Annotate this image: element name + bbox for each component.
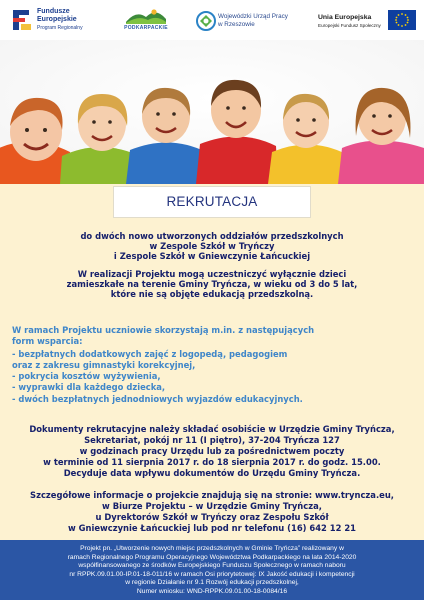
logo-strip [0,0,424,40]
wup-line1: Wojewódzki Urząd Pracy [218,13,288,20]
intro-line-3: i Zespole Szkół w Gniewczynie Łańcuckiej [113,251,311,261]
support-heading-2: form wsparcia: [12,336,83,346]
info-line-1: Szczegółowe informacje o projekcie znajdują się na stronie: www.tryncza.eu, [30,490,394,500]
fe-line2: Europejskie [37,16,77,23]
fe-line3: Program Regionalny [37,25,83,31]
documents-line-2: Sekretariat, pokój nr 11 (I piętro), 37-204 Tryńcza 127 [84,435,340,445]
wup-logo [196,8,288,34]
podkarpackie-text: PODKARPACKIE [124,25,168,31]
podkarpackie-hills-icon [126,8,166,24]
footer-line: nr RPPK.09.01.00-IP.01-18-011/16 w ramach Osi priorytetowej: IX Jakość edukacji i kompetencji [69,570,355,578]
unia-europejska-logo [318,8,418,34]
footer-line: ramach Regionalnego Programu Operacyjnego Województwa Podkarpackiego na lata 2014-2020 [67,553,357,561]
footer-line: Projekt pn. „Utworzenie nowych miejsc przedszkolnych w Gminie Tryńcza” realizowany w [80,545,344,552]
eligibility-line-3: które nie są objęte edukacją przedszkolną. [110,289,314,299]
footer-line: współfinansowanego ze środków Europejskiego Funduszu Społecznego w ramach naboru [78,562,346,569]
wup-line2: w Rzeszowie [218,21,255,28]
eu-flag-icon [388,10,416,30]
footer-line: Numer wniosku: WND-RPPK.09.01.00-18-0084/16 [136,587,288,595]
support-item: - wyprawki dla każdego dziecka, [12,382,166,392]
fundusze-europejskie-logo [12,8,107,34]
documents-line-1: Dokumenty rekrutacyjne należy składać osobiście w Urzędzie Gminy Tryńcza, [29,424,395,434]
banner-title: REKRUTACJA [166,194,258,209]
footer-line: w regionie Działanie nr 9.1 Rozwój edukacji przedszkolnej, [125,579,299,586]
documents-line-4: w terminie od 11 sierpnia 2017 r. do 18 sierpnia 2017 r. do godz. 15.00. [43,457,381,467]
info-line-3: u Dyrektorów Szkół w Tryńczy oraz Zespołu Szkół [95,512,329,522]
eligibility-line-2: zamieszkałe na terenie Gminy Tryńcza, w wieku od 3 do 5 lat, [66,279,358,289]
support-item: - pokrycia kosztów wyżywienia, [12,371,161,381]
children-illustration-icon [0,40,424,184]
support-heading-1: W ramach Projektu uczniowie skorzystają m.in. z następujących [12,325,315,335]
fundusze-europejskie-mark-icon [12,9,34,31]
support-item: oraz z zakresu gimnastyki korekcyjnej, [12,360,196,370]
eligibility-line-1: W realizacji Projektu mogą uczestniczyć wyłącznie dzieci [77,269,347,279]
recruitment-banner [113,186,311,218]
content-area [0,184,424,540]
documents-line-5: Decyduje data wpływu dokumentów do Urzędu Gminy Tryńcza. [63,468,361,478]
wup-emblem-icon [196,11,216,31]
info-line-2: w Biurze Projektu – w Urzędzie Gminy Tryńcza, [102,501,322,511]
info-line-4: w Gniewczynie Łańcuckiej lub pod nr telefonu (16) 642 12 21 [67,523,357,533]
ue-line2: Europejski Fundusz Społeczny [318,23,381,28]
ue-line1: Unia Europejska [318,14,372,21]
project-footer [0,540,424,600]
fe-line1: Fundusze [37,8,70,15]
support-item: - dwóch bezpłatnych jednodniowych wyjazdów edukacyjnych. [12,394,303,404]
children-photo [0,40,424,184]
intro-line-2: w Zespole Szkół w Tryńczy [149,241,275,251]
support-item: - bezpłatnych dodatkowych zajęć z logopedą, pedagogiem [12,349,288,359]
intro-line-1: do dwóch nowo utworzonych oddziałów przedszkolnych [80,231,344,241]
documents-line-3: w godzinach pracy Urzędu lub za pośrednictwem poczty [79,446,345,456]
podkarpackie-logo [116,8,176,34]
